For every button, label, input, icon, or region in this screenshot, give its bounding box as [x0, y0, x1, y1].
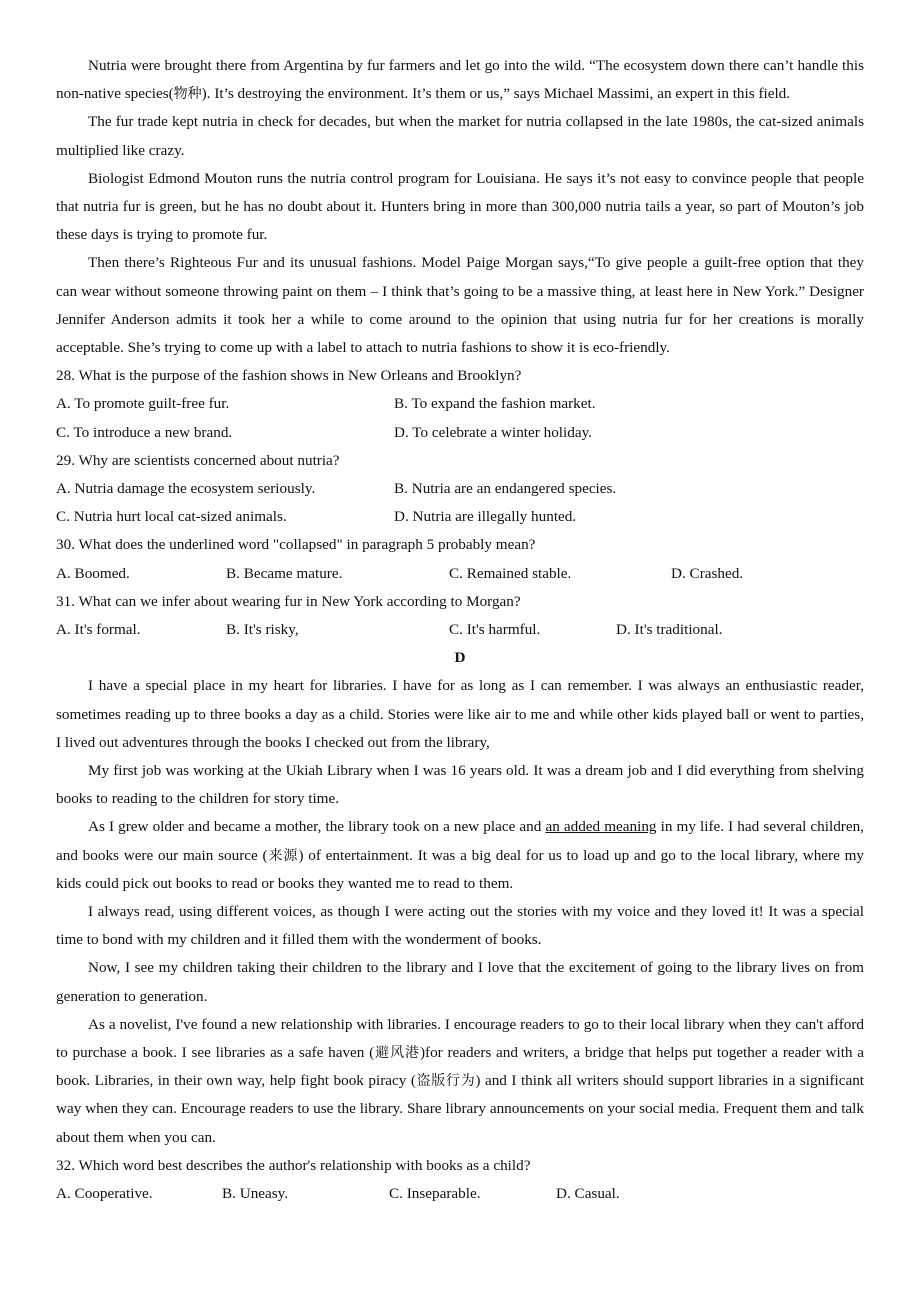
question-29: 29. Why are scientists concerned about nutria? — [56, 451, 340, 469]
paragraph-c4: Then there’s Righteous Fur and its unusual fashions. Model Paige Morgan says,“To give people a guilt-free option that they can wear without someone throwing paint on them – I think that’s going to be a massive thing, at least here in New York.” Designer Jennifer Anderson admits it took her a while to come around to the opinion that using nutria fur for her creations is morally acceptable. She’s trying to come up with a label to attach to nutria fashions to show it is eco-friendly. — [56, 254, 864, 357]
question-28: 28. What is the purpose of the fashion shows in New Orleans and Brooklyn? — [56, 367, 522, 385]
option-32b: B. Uneasy. — [222, 1185, 289, 1203]
option-32a: A. Cooperative. — [56, 1185, 153, 1203]
option-31c: C. It's harmful. — [449, 620, 541, 638]
option-29d: D. Nutria are illegally hunted. — [394, 508, 577, 526]
option-30a: A. Boomed. — [56, 564, 130, 582]
question-30: 30. What does the underlined word "collapsed" in paragraph 5 probably mean? — [56, 536, 536, 554]
options-28 — [56, 390, 864, 418]
paragraph-c1: Nutria were brought there from Argentina by fur farmers and let go into the wild. “The ecosystem down there can’t handle this non-native species(物种). It’s destroying the environment. It’s them or us,” says Michael Massimi, an expert in this field. — [56, 57, 864, 103]
option-30d: D. Crashed. — [671, 564, 744, 582]
paragraph-c3: Biologist Edmond Mouton runs the nutria control program for Louisiana. He says it’s not easy to convince people that people that nutria fur is green, but he has no doubt about it. Hunters bring in more than 300,000 nutria tails a year, so part of Mouton’s job these days is trying to promote fur. — [56, 169, 864, 244]
option-32d: D. Casual. — [556, 1185, 620, 1203]
option-31a: A. It's formal. — [56, 620, 141, 638]
option-29c: C. Nutria hurt local cat-sized animals. — [56, 508, 287, 526]
option-29b: B. Nutria are an endangered species. — [394, 480, 617, 498]
paragraph-d4: I always read, using different voices, as though I were acting out the stories with my voice and they loved it! It was a special time to bond with my children and it filled them with the wonderment of books. — [56, 903, 864, 949]
option-28c: C. To introduce a new brand. — [56, 423, 233, 441]
paragraph-d2: My first job was working at the Ukiah Library when I was 16 years old. It was a dream job and I did everything from shelving books to reading to the children for story time. — [56, 761, 864, 808]
options-32 — [56, 1180, 864, 1208]
option-28a: A. To promote guilt-free fur. — [56, 395, 230, 413]
paragraph-d5: Now, I see my children taking their children to the library and I love that the excitement of going to the library lives on from generation to generation. — [56, 959, 864, 1005]
options-31 — [56, 616, 864, 644]
option-31b: B. It's risky, — [226, 620, 299, 638]
paragraph-d6: As a novelist, I've found a new relationship with libraries. I encourage readers to go to their local library when they can't afford to purchase a book. I see libraries as a safe haven (避风港)for readers and writers, a bridge that helps put together a reader with a book. Libraries, in their own way, help fight book piracy (盗版行为) and I think all writers should support libraries in a significant way when they can. Encourage readers to use the library. Share library announcements on your social media. Frequent them and talk about them when you can. — [56, 1015, 865, 1146]
option-28d: D. To celebrate a winter holiday. — [394, 423, 592, 441]
paragraph-d1: I have a special place in my heart for libraries. I have for as long as I can remember. I was always an enthusiastic reader, sometimes reading up to three books a day as a child. Stories were like air to me and while other kids played ball or went to parties, I lived out adventures through the books I checked out from the library, — [56, 677, 864, 751]
option-30b: B. Became mature. — [226, 564, 343, 582]
option-32c: C. Inseparable. — [389, 1185, 481, 1203]
section-heading-d: D — [454, 649, 466, 667]
question-32: 32. Which word best describes the author's relationship with books as a child? — [56, 1156, 531, 1174]
options-28-row2 — [56, 419, 864, 447]
options-29 — [56, 475, 864, 503]
paragraph-d3: As I grew older and became a mother, the library took on a new place and an added meaning in my life. I had several children, and books were our main source (来源) of entertainment. It was a big deal for us to load up and go to the local library, where my kids could pick out books to read or books they wanted me to read to them. — [56, 818, 865, 892]
option-30c: C. Remained stable. — [449, 564, 572, 582]
underlined-phrase: an added meaning — [545, 818, 657, 836]
option-31d: D. It's traditional. — [616, 620, 723, 638]
document-page — [56, 52, 864, 1208]
paragraph-c2: The fur trade kept nutria in check for decades, but when the market for nutria collapsed in the late 1980s, the cat-sized animals multiplied like crazy. — [56, 113, 864, 159]
option-29a: A. Nutria damage the ecosystem seriously. — [56, 480, 316, 498]
options-29-row2 — [56, 503, 864, 531]
option-28b: B. To expand the fashion market. — [394, 395, 596, 413]
options-30 — [56, 560, 864, 588]
question-31: 31. What can we infer about wearing fur in New York according to Morgan? — [56, 592, 521, 610]
